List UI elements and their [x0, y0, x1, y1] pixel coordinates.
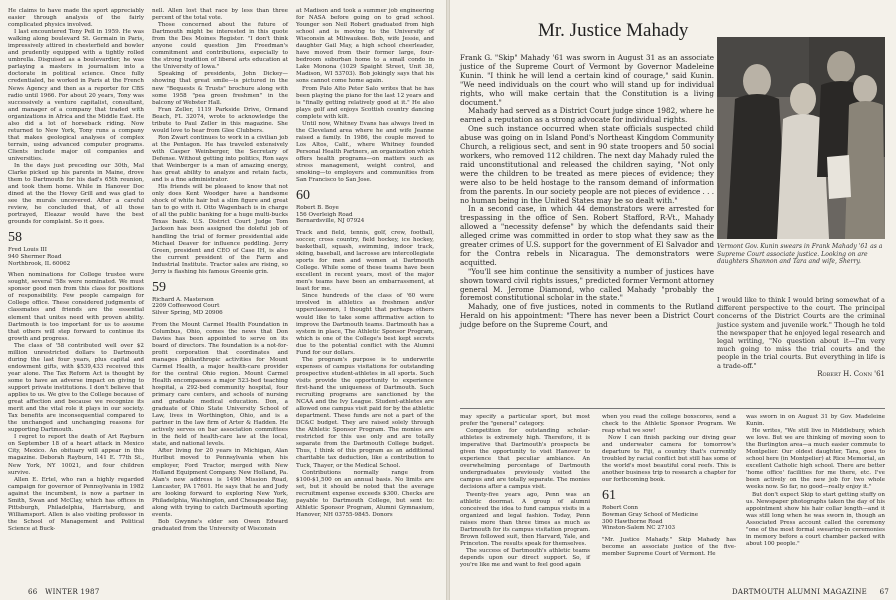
address-line: 940 Shermer Road	[8, 254, 62, 261]
address-line: Robert B. Boye	[296, 205, 339, 212]
paragraph: When nominations for College trustee were sought, several '58s were nominated. We must sponsor good men from this class for positions of responsibility. Few people campaign for College office. These considered judgments of classmates and friends are the essential element that unites need with proven ability. Dartmouth is too important for us to assume that others will step forward to continue its growth and progress.	[8, 272, 144, 342]
paragraph: From Palo Alto Peter Salo writes that he has been playing the piano for the last 12 years and is "finally getting relatively good at it." He also plays golf and enjoys Scottish country dancing complete with kilt.	[296, 85, 434, 120]
paragraph: nell. Allen lost that race by less than three percent of the total vote.	[152, 8, 288, 22]
address-line: Northbrook, IL 60062	[8, 260, 71, 267]
col3-paras	[296, 8, 434, 184]
right-page-number: 67	[879, 588, 890, 596]
class-61-address	[602, 505, 736, 531]
class-60-address	[296, 205, 434, 225]
paragraph: Twenty-five years ago, Penn was an athletic doormat. A group of alumni conceived the idea to fund campus visits in a organized and legal fashion. Today, Penn raises more than three times as much as Dartmouth for its campus visitation program. Brown followed suit, then Harvard, Yale, and Princeton. The results speak for themselves.	[460, 491, 590, 547]
paragraph: may specify a particular sport, but most prefer the "general" category.	[460, 414, 590, 428]
left-footer	[28, 588, 100, 596]
paragraph: "You'll see him continue the sensitivity a number of justices have shown toward civil rights issues," predicted former Vermont attorney general M. Jerome Diamond, who called Mahady "probably the foremost constitutional scholar in the state."	[460, 266, 714, 303]
address-line: Fred Louis III	[8, 247, 47, 254]
article-lead	[460, 54, 714, 330]
paragraph: Mahady had served as a District Court judge since 1982, where he earned a reputation as a strong advocate for individual rights.	[460, 106, 714, 125]
conclusion-paragraph: I would like to think I would bring somewhat of a different perspective to the court. The principal concerns of the District Courts are the criminal justice system and juvenile work." Though he told the newspaper that he enjoyed legal research and legal writing, "No question about it—I'm very much going to miss the trial courts and the people in the trial courts. But everything in life is a trade-off."	[717, 296, 885, 370]
article-conclusion	[717, 296, 885, 378]
address-line: Silver Spring, MD 20906	[152, 309, 223, 316]
paragraph: when you read the college boxscores, send a check to the Athletic Sponsor Program. We reap what we sow!	[602, 414, 736, 435]
paragraph: I last encountered Tony Pell in 1959. He was walking along boulevard St. Germain in Paris, impressively attired in chesterfield and bowler and prudently equipped with a tightly rolled umbrella. Disguised as a boulevardier, he was parlaying a masters in journalism into a doctorate in political science. Once fully credentialed, he worked in Paris at the French News Agency and then as a reporter for CBS radio until 1966. For about 20 years, Tony was successively a venture capitalist, consultant, and manager of a company that traded with organizations in Africa and the Middle East. He also did a lot of horseback riding. Now returned to New York, Tony runs a company that makes geological analyses of complex terrain, using advanced computer programs. Clients include major oil companies and universities.	[8, 29, 144, 162]
col2-paras2	[152, 322, 288, 533]
address-line: Bernardsville, NJ 07924	[296, 218, 365, 225]
paragraph: Track and field, tennis, golf, crew, football, soccer, cross country, field hockey, ice hockey, basketball, squash, swimming, indoor track, skiing, baseball, and lacrosse are intercollegiate sports for men and women at Dartmouth College. While some of these teams have been excellent in recent years, most of the major men's teams have been an embarrassment, at least for me.	[296, 229, 434, 293]
paragraph: The class of '58 contributed well over $2 million unrestricted dollars to Dartmouth during the last four years, plus capital and endowment gifts, with $539,433 received this year alone. The Tax Reform Act is thought by some to have an adverse impact on giving to support private institutions. I don't believe that applies to us. We give to the College because of great affection and because we recognize its merit and the vital role it plays in our society. Tax benefits are inconsequential compared to the unchanged and unchanging reasons for supporting Dartmouth.	[8, 342, 144, 434]
paragraph: Fran Zeller, 1119 Parkside Drive, Ormand Beach, FL 32074, wrote to acknowledge the tribute to Paul Zeller in this magazine. She would love to hear from Glee Clubbers.	[152, 106, 288, 134]
article-byline: Robert H. Conn '61	[817, 369, 885, 378]
col1-paras2	[8, 272, 144, 533]
left-column-3	[296, 8, 434, 519]
paragraph: In a second case, in which 44 demonstrators were arrested for trespassing in the office of Sen. Robert Stafford, R-Vt., Mahady allowed a "necessity defense" by which the defendants said their alleged crime was committed in order to stop what they saw as the greater crimes of U.S. support for the government of El Salvador and for the Contra rebels in Nicaragua. The demonstrators were acquitted.	[460, 204, 714, 267]
article-rule	[460, 408, 885, 409]
rcol2-paras	[602, 414, 736, 484]
paragraph: I regret to report the death of Art Rayburn on September 18 of a heart attack in Mexico City, Mexico. An obituary will appear in this magazine. Deborah Rayburn, 141 E. 77th St., New York, NY 10021, and four children survive.	[8, 434, 144, 476]
paragraph: Bob Gwynne's elder son Owen Edward graduated from the University of Wisconsin	[152, 518, 288, 532]
paragraph: Speaking of presidents, John Dickey—showing that great smile—is pictured in the new "Bequests & Trusts" brochure along with some 1958 "pea green freshmen" in the balcony of Webster Hall.	[152, 71, 288, 106]
paragraph: From the Mount Carmel Health Foundation in Columbus, Ohio, comes the news that Don Davies has been appointed to serve on its board of directors. The foundation is a not-for-profit corporation that coordinates and manages philanthropic activities for Mount Carmel Health, a major health-care provider for the central Ohio region. Mount Carmel Health encompasses a major 523-bed teaching hospital, a 292-bed community hospital, four primary care centers, and schools of nursing and graduate medical education. Don, a graduate of Ohio State University School of Law, lives in Worthington, Ohio, and is a partner in the law firm of Arter & Hadden. He actively serves on bar association committees in the field of health-care law at the local, state, and national levels.	[152, 321, 288, 448]
address-line: 300 Hawthorne Road	[602, 518, 663, 525]
article-title: Mr. Justice Mahady	[538, 20, 689, 41]
rcol2-paras2	[602, 537, 736, 558]
issue-label: WINTER 1987	[45, 588, 100, 596]
paragraph: Ron Zwart continues to work in a civilian job at the Pentagon. He has traveled extensively with Casper Weinberger, the Secretary of Defense. Without getting into politics, Ron says that Weinberger is a man of amazing energy, has great ability to analyze and retain facts, and is a fine administrator.	[152, 134, 288, 184]
right-page	[450, 0, 896, 600]
left-column-1	[8, 8, 144, 533]
address-line: Richard A. Masterson	[152, 296, 214, 303]
paragraph: In the days just preceding our 30th, Mal Clarke picked up his parents in Maine, drove them to Dartmouth for his dad's 65th reunion, and took them home. While in Hanover Doc dined at the the Hovey Grill and was glad to see the murals uncovered. After a careful review, he concluded that, of all those portrayed, Eleazar would have the best grounds for complaint. So it goes.	[8, 163, 144, 226]
right-column-3	[746, 414, 885, 548]
photo-illustration	[717, 37, 885, 239]
paragraph: Allen E. Ertel, who ran a highly regarded campaign for governor of Pennsylvania in 1982 against the incumbent, is now a partner in Smith, Swan and McClay, which has offices in Pittsburgh, Philadelphia, Harrisburg, and Williamsport. Allen is also visiting professor in the School of Management and Political Science at Buck-	[8, 476, 144, 532]
left-page-number: 66	[28, 588, 38, 596]
paragraph: Those concerned about the future of Dartmouth might be interested in this quote from the Des Moines Register. "I don't think anyone could question Jim Freedman's commitment and contributions, especially to the strong tradition of liberal arts education at the University of Iowa."	[152, 22, 288, 71]
paragraph: was sworn in on August 31 by Gov. Madeleine Kunin.	[746, 414, 885, 428]
paragraph: Frank G. "Skip" Mahady '61 was sworn in August 31 as an associate justice of the Supreme Court of Vermont by Governor Madeleine Kunin. "I think he will lend a certain kind of courage," said Kunin. "We need individuals on the court who will stand up for individual rights, who will make certain that the Constitution is a living document."	[460, 53, 714, 107]
paragraph: "Mr. Justice Mahady." Skip Mahady has become an associate justice of the five-member Supreme Court of Vermont. He	[602, 536, 736, 557]
address-line: Robert Conn	[602, 505, 639, 512]
paragraph: He claims to have made the sport appreciably easier through analysis of the fairly complicated physics involved.	[8, 8, 144, 29]
col3-paras2	[296, 230, 434, 519]
address-line: 2209 Coffeewood Court	[152, 303, 220, 310]
paragraph: Mahady, one of five justices, noted in comments to the Rutland Herald on his appointment: "There has never been a District Court judge before on the Supreme Court, and	[460, 302, 714, 330]
right-column-2	[602, 414, 736, 558]
col2-paras	[152, 8, 288, 276]
class-number-59: 59	[152, 279, 166, 295]
paragraph: at Madison and took a summer job engineering for NASA before going on to grad school. Younger son Neil Robert graduated from high school and is moving to the University of Wisconsin at Milwaukee. Bob, wife Jessie, and daughter Gail May, a high school cheerleader, have moved from their former large, four-bedroom suburban home to a small condo in Lake Monona (1029 Spaight Street, Unit 38, Madison, WI 53703). Bob jokingly says that his sons cannot come home again.	[296, 8, 434, 85]
paragraph: But don't expect Skip to start getting stuffy on us. Newspaper photographs taken the day of his appointment show his hair collar length—and it was still long when he was sworn in, though an Associated Press account called the ceremony "one of the most formal swearing-in ceremonies in memory before a court chamber packed with about 100 people."	[746, 491, 885, 547]
photo-caption: Vermont Gov. Kunin swears in Frank Mahady '61 as a Supreme Court associate justice. Looking on are daughters Shannon and Tara and wife, Sherry.	[717, 243, 883, 266]
paragraph: Since hundreds of the class of '60 were involved in athletics as freshmen and/or upperclassmen, I thought that perhaps others would like to take some affirmative action to improve the Dartmouth teams. Dartmouth has a system in place, The Athletic Sponsor Program, which is one of the College's best kept secrets due to the potential conflict with the Alumni Fund for our dollars.	[296, 293, 434, 356]
paragraph: The program's purpose is to underwrite expenses of campus visitations for outstanding prospective student-athletes in all sports. Such visits provide the opportunity to experience first-hand the uniqueness of Dartmouth. Such recruiting programs are sanctioned by the NCAA and the Ivy League. Student-athletes are allowed one campus visit paid for by the athletic department. These funds are not a part of the DC&C budget. They are raised solely through the Athletic Sponsor Program. The monies are restricted for this use only and are totally separate from the Dartmouth College budget. Thus, I think of this program as an additional charitable tax deduction, like a contribution to Tuck, Thayer, or the Medical School.	[296, 356, 434, 469]
class-58-address	[8, 247, 144, 267]
paragraph: One such instance occurred when state officials suspected child abuse was going on in Island Pond's Northeast Kingdom Community Church, a religious sect, and sent in 90 state troopers and 50 social workers, who removed 112 children. The next day Mahady ruled the raid unconstitutional and released the children saying, "Not only were the children to be treated as mere pieces of evidence; they were also to be held hostage to the ransom demand of information from the parents. In our society people are not pieces of evidence . . . no human being in the United States may be so dealt with."	[460, 124, 714, 205]
paragraph: Until now, Whitney Evans has always lived in the Cleveland area where he and wife Jeanne raised a family. In 1986, the couple moved to Los Altos, Calif., where Whitney founded Personal Health Partners, an organization which offers health programs—on matters such as stress management, weight control, and smoking—to employers and communities from San Francisco to San Jose.	[296, 120, 435, 184]
col1-paras	[8, 8, 144, 226]
class-number-61: 61	[602, 488, 616, 504]
paragraph: Now I can finish packing our diving gear and underwater camera for tomorrow's departure to Fiji, a country that's currently troubled by racial conflict but still has some of the world's most beautiful coral reefs. This is another business trip to research a chapter for our forthcoming book.	[602, 435, 736, 484]
class-number-60: 60	[296, 188, 310, 204]
left-page	[0, 0, 446, 600]
address-line: Winston-Salem NC 27103	[602, 525, 676, 532]
paragraph: The success of Dartmouth's athletic teams depends upon our direct support. So, if you're like me and want to feel good again	[460, 547, 590, 568]
address-line: Bowman Gray School of Medicine	[602, 512, 699, 519]
address-line: 156 Overleigh Road	[296, 211, 353, 218]
swearing-in-photo	[717, 37, 885, 239]
paragraph: His friends will be pleased to know that not only does Kent Woodger have a handsome shock of white hair but a slim figure and great tan to go with it. Otto Wagenbach is in charge of all the public banking for a huge multi-bucks Texas bank. U.S. District Court Judge Tom Jackson has been assigned the doleful job of handling the trial of former presidential aide Michael Deaver for influence peddling. Jerry Green, president and CEO of Case IH, is also the current president of the Farm and Industrial Institute. Tractor sales are rising, so Jerry is flashing his famous Greenie grin.	[152, 184, 288, 275]
right-page-inner	[450, 0, 896, 600]
paragraph: After living for 20 years in Michigan, Alan Hurlbut moved to Pennsylvania when his employer, Ford Tractor, merged with New Holland Equipment Company. New Holland, Pa. Alan's new address is 1490 Mission Road, Lancaster, PA 17601. He says that he and Judy are looking forward to exploring New York, Philadelphia, Washington, and Chesapeake Bay, along with trying to catch Dartmouth sporting events.	[152, 448, 288, 518]
right-column-1	[460, 414, 590, 569]
magazine-name: DARTMOUTH ALUMNI MAGAZINE	[732, 588, 868, 596]
paragraph: Competition for outstanding scholar-athletes is extremely high. Therefore, it is imperative that Dartmouth's prospects be given the opportunity to visit Hanover to experience that peculiar ambiance. An overwhelming percentage of Dartmouth undergraduates previously visited the campus and are totally separate. The monies decisions after a campus visit.	[460, 428, 590, 491]
right-footer	[732, 588, 889, 596]
paragraph: He writes, "We still live in Middlebury, which we love. But we are thinking of moving soon to the Burlington area—a much easier commute to Montpelier. Our oldest daughter, Tara, goes to school here (in Montpelier) at Rice Memorial, an excellent Catholic high school. There are better 'home office' facilities for me there, etc. I've been actively on the new job for two whole weeks now. So far, no good—really enjoy it."	[746, 428, 885, 491]
left-column-2	[152, 8, 288, 533]
class-number-58: 58	[8, 230, 22, 246]
paragraph: Contributions normally range from $100-$1,500 on an annual basis. No limits are set, but it should be noted that the average recruitment expense exceeds $300. Checks are payable to Dartmouth College, but sent to: Athletic Sponsor Program, Alumni Gymnasium, Hanover, NH 03755-9845. Donors	[296, 469, 434, 518]
class-59-address	[152, 297, 288, 317]
